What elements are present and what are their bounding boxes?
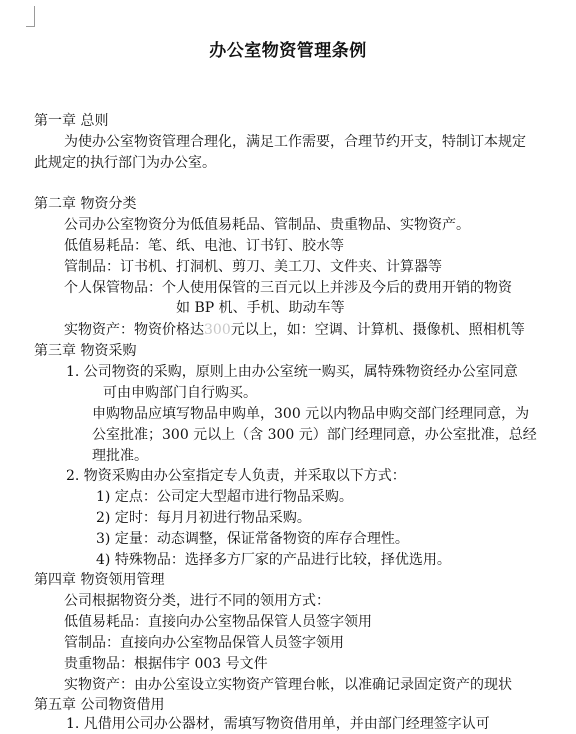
purchase-item-1-line: 申购物品应填写物品申购单，300 元以内物品申购交部门经理同意，为 bbox=[92, 406, 530, 422]
chapter-4-heading: 第四章 物资领用管理 bbox=[34, 572, 165, 588]
consumables-requisition-line: 低值易耗品：直接向办公室物品保管人员签字领用 bbox=[64, 614, 372, 630]
purchase-method-3: 3) 定量：动态调整，保证常备物资的库存合理性。 bbox=[96, 531, 409, 547]
purchase-item-1-line: 公室批准；300 元以上（含 300 元）部门经理同意，办公室批准，总经 bbox=[92, 427, 537, 443]
consumables-line: 低值易耗品：笔、纸、电池、订书钉、胶水等 bbox=[64, 238, 344, 254]
chapter-1-paragraph-line: 此规定的执行部门为办公室。 bbox=[34, 155, 216, 171]
chapter-1-paragraph-line: 为使办公室物资管理合理化，满足工作需要，合理节约开支，特制订本规定 bbox=[64, 134, 526, 150]
purchase-item-1-line: 1. 公司物资的采购，原则上由办公室统一购买，属特殊物资经办公室同意 bbox=[66, 364, 518, 380]
valuables-requisition-line: 贵重物品：根据伟宇 003 号文件 bbox=[64, 656, 268, 672]
personal-items-continuation: 如 BP 机、手机、助动车等 bbox=[176, 300, 345, 316]
purchase-item-2: 2. 物资采购由办公室指定专人负责，并采取以下方式： bbox=[66, 468, 406, 484]
physical-assets-text: 实物资产：物资价格达 bbox=[64, 322, 204, 338]
chapter-2-intro: 公司办公室物资分为低值易耗品、管制品、贵重物品、实物资产。 bbox=[64, 217, 470, 233]
purchase-method-1: 1) 定点：公司定大型超市进行物品采购。 bbox=[96, 489, 353, 505]
chapter-3-heading: 第三章 物资采购 bbox=[34, 343, 137, 359]
physical-assets-text: 元以上，如：空调、计算机、摄像机、照相机等 bbox=[230, 322, 525, 338]
purchase-method-2: 2) 定时：每月月初进行物品采购。 bbox=[96, 510, 311, 526]
document-title: 办公室物资管理条例 bbox=[209, 41, 367, 61]
controlled-requisition-line: 管制品：直接向办公室物品保管人员签字领用 bbox=[64, 635, 344, 651]
borrowing-item-1-partial: 1. 凡借用公司办公器材，需填写物资借用单，并由部门经理签字认可 bbox=[66, 716, 490, 732]
page-corner-mark bbox=[26, 6, 35, 27]
physical-assets-line bbox=[64, 320, 525, 340]
controlled-items-line: 管制品：订书机、打洞机、剪刀、美工刀、文件夹、计算器等 bbox=[64, 259, 442, 275]
chapter-2-heading: 第二章 物资分类 bbox=[34, 196, 137, 212]
purchase-item-1-line: 可由申购部门自行购买。 bbox=[103, 385, 257, 401]
faded-amount: 300 bbox=[204, 322, 231, 338]
chapter-5-heading: 第五章 公司物资借用 bbox=[34, 697, 165, 713]
chapter-4-intro: 公司根据物资分类，进行不同的领用方式： bbox=[64, 593, 330, 609]
assets-requisition-line: 实物资产：由办公室设立实物资产管理台帐，以准确记录固定资产的现状 bbox=[64, 677, 512, 693]
purchase-method-4: 4) 特殊物品：选择多方厂家的产品进行比较，择优选用。 bbox=[96, 552, 451, 568]
purchase-item-1-line: 理批准。 bbox=[92, 448, 148, 464]
personal-items-line: 个人保管物品：个人使用保管的三百元以上并涉及今后的费用开销的物资 bbox=[64, 280, 512, 296]
chapter-1-heading: 第一章 总则 bbox=[34, 113, 109, 129]
